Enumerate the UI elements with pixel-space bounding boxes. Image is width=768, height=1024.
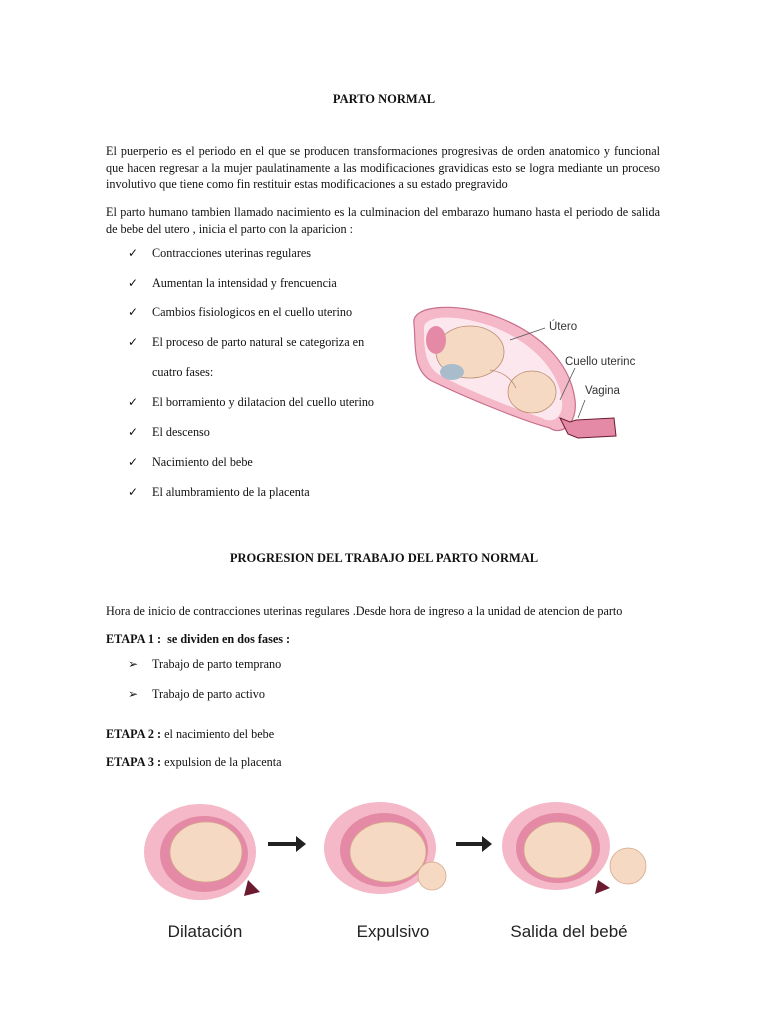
vagina-label: Vagina [585, 385, 620, 397]
uterus-diagram [400, 300, 650, 450]
stage-2: ETAPA 2 : el nacimiento del bebe [106, 727, 275, 741]
check-icon: ✓ [128, 485, 139, 499]
intro-paragraph: El puerperio es el periodo en el que se producen transformaciones progresivas de orden anatomico y funcional que hacen regresar a la mujer paulatinamente a las modificaciones gravidicas esto se logra mediante un proceso involutivo que tiene como fin restituir estas modificaciones a su estado pregravido [106, 144, 660, 191]
list-item: ✓ Aumentan la intensidad y frencuencia [128, 276, 337, 290]
list-item: ➢ Trabajo de parto activo [128, 687, 265, 701]
list-item-continuation: cuatro fases: [152, 365, 214, 379]
onset-paragraph: Hora de inicio de contracciones uterinas regulares .Desde hora de ingreso a la unidad de atencion de parto [106, 604, 623, 618]
expulsive-illustration [324, 802, 446, 894]
cervix-label: Cuello uterinc [565, 356, 636, 368]
check-icon: ✓ [128, 425, 139, 439]
check-icon: ✓ [128, 455, 139, 469]
uterus-illustration [400, 300, 650, 450]
arrow-bullet-icon: ➢ [128, 687, 139, 701]
birth-illustration [502, 802, 646, 894]
stage-label-expulsivo: Expulsivo [356, 922, 430, 941]
section-title: PROGRESION DEL TRABAJO DEL PARTO NORMAL [229, 551, 539, 565]
stage-label-salida: Salida del bebé [510, 922, 628, 941]
definition-paragraph: El parto humano tambien llamado nacimiento es la culminacion del embarazo humano hasta el periodo de salida de bebe del utero , inicia el parto con la aparicion : [106, 205, 660, 236]
stage-label-dilatacion: Dilatación [167, 922, 243, 941]
list-item: ✓ El descenso [128, 425, 210, 439]
check-icon: ✓ [128, 276, 139, 290]
arrow-right-icon-2 [456, 836, 492, 852]
arrow-right-icon-1 [268, 836, 306, 852]
dilatation-illustration [144, 804, 260, 900]
labor-stages-figure [140, 800, 650, 905]
list-item: ✓ El proceso de parto natural se categoriza en [128, 335, 365, 349]
arrow-bullet-icon: ➢ [128, 657, 139, 671]
list-item: ✓ Nacimiento del bebe [128, 455, 253, 469]
check-icon: ✓ [128, 246, 139, 260]
check-icon: ✓ [128, 335, 139, 349]
list-item: ✓ El borramiento y dilatacion del cuello uterino [128, 395, 375, 409]
page-title: PARTO NORMAL [332, 92, 436, 106]
check-icon: ✓ [128, 305, 139, 319]
list-item: ✓ Contracciones uterinas regulares [128, 246, 312, 260]
list-item: ✓ El alumbramiento de la placenta [128, 485, 310, 499]
list-item: ✓ Cambios fisiologicos en el cuello uterino [128, 305, 353, 319]
list-item: ➢ Trabajo de parto temprano [128, 657, 282, 671]
stage-1: ETAPA 1 : se dividen en dos fases : [106, 632, 291, 646]
stage-3: ETAPA 3 : expulsion de la placenta [106, 755, 282, 769]
check-icon: ✓ [128, 395, 139, 409]
uterus-label: Útero [549, 321, 578, 333]
